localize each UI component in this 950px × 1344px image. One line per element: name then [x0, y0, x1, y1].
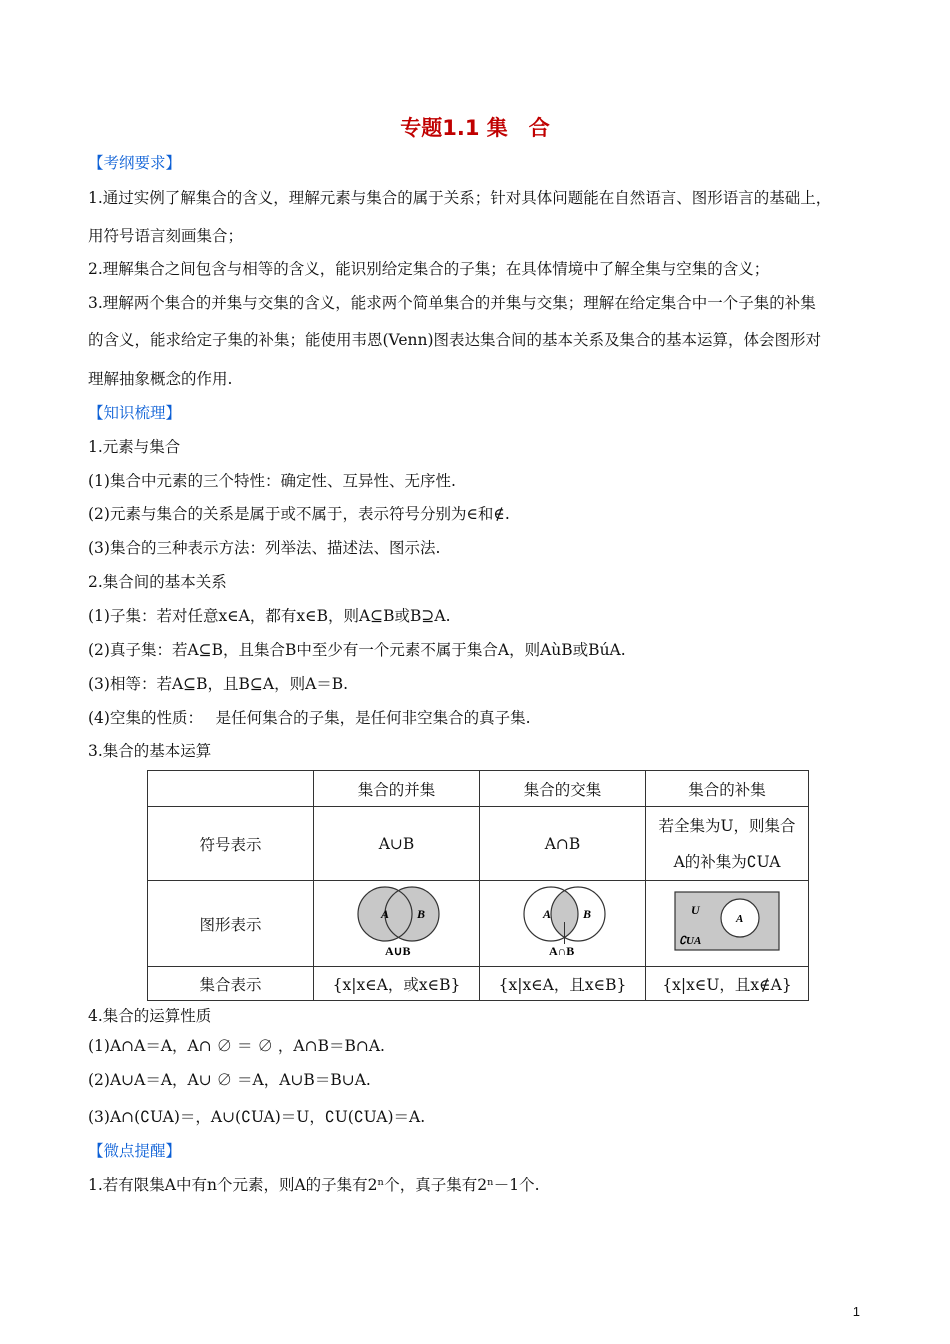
- knowledge-line-8: (3)相等：若A⊆B，且B⊆A，则A＝B.: [88, 675, 349, 693]
- venn-union-diagram: [337, 884, 457, 960]
- figure-complement-cell: [646, 881, 809, 967]
- complement-label-u: U: [691, 902, 700, 917]
- knowledge-line-5: 2.集合间的基本关系: [88, 573, 227, 591]
- exam-line-4: 3.理解两个集合的并集与交集的含义，能求两个简单集合的并集与交集；理解在给定集合中一个子集的补集: [88, 294, 816, 312]
- exam-line-3: 2.理解集合之间包含与相等的含义，能识别给定集合的子集；在具体情境中了解全集与空集的含义；: [88, 260, 770, 278]
- ops-line-4: (3)A∩(∁UA)＝，A∪(∁UA)＝U，∁U(∁UA)＝A.: [88, 1108, 426, 1126]
- section-exam-requirements: 【考纲要求】: [88, 154, 182, 172]
- knowledge-line-4: (3)集合的三种表示方法：列举法、描述法、图示法.: [88, 539, 441, 557]
- intersection-label-b: B: [582, 906, 591, 921]
- symbol-complement-line1: 若全集为U，则集合: [658, 816, 796, 835]
- exam-line-6: 理解抽象概念的作用.: [88, 370, 233, 388]
- ops-line-2: (1)A∩A＝A，A∩ ∅ ＝ ∅ ，A∩B＝B∩A.: [88, 1037, 385, 1055]
- set-intersection: {x|x∈A，且x∈B}: [480, 967, 646, 1001]
- table-header-union: 集合的并集: [314, 771, 480, 807]
- complement-label-a: A: [736, 912, 744, 925]
- knowledge-line-3: (2)元素与集合的关系是属于或不属于，表示符号分别为∈和∉.: [88, 505, 510, 523]
- symbol-union: A∪B: [314, 807, 480, 881]
- row-label-set: 集合表示: [148, 967, 314, 1001]
- set-operations-table: [147, 770, 809, 1001]
- table-row-figure: [148, 881, 809, 967]
- table-header-row: [148, 771, 809, 807]
- tip-line-1: 1.若有限集A中有n个元素，则A的子集有2ⁿ个，真子集有2ⁿ－1个.: [88, 1176, 540, 1194]
- symbol-intersection: A∩B: [480, 807, 646, 881]
- intersection-label-a: A: [542, 906, 551, 921]
- exam-line-2: 用符号语言刻画集合；: [88, 227, 244, 245]
- table-row-symbol: [148, 807, 809, 881]
- set-complement: {x|x∈U，且x∉A}: [646, 967, 809, 1001]
- symbol-complement-line2: A的补集为∁UA: [673, 852, 781, 871]
- ops-line-3: (2)A∪A＝A，A∪ ∅ ＝A，A∪B＝B∪A.: [88, 1071, 371, 1089]
- intersection-caption: A∩B: [548, 943, 574, 958]
- knowledge-line-9: (4)空集的性质： 是任何集合的子集，是任何非空集合的真子集.: [88, 709, 531, 727]
- table-header-complement: 集合的补集: [646, 771, 809, 807]
- venn-intersection-diagram: [503, 884, 623, 960]
- union-label-a: A: [380, 906, 389, 921]
- knowledge-line-10: 3.集合的基本运算: [88, 742, 212, 760]
- section-knowledge: 【知识梳理】: [88, 404, 182, 422]
- table-row-set: [148, 967, 809, 1001]
- figure-union-cell: [314, 881, 480, 967]
- figure-intersection-cell: [480, 881, 646, 967]
- ops-line-1: 4.集合的运算性质: [88, 1007, 212, 1025]
- table-header-intersection: 集合的交集: [480, 771, 646, 807]
- complement-caption: ∁UA: [679, 934, 702, 947]
- knowledge-line-6: (1)子集：若对任意x∈A，都有x∈B，则A⊆B或B⊇A.: [88, 607, 451, 625]
- knowledge-line-1: 1.元素与集合: [88, 438, 181, 456]
- union-label-b: B: [416, 906, 425, 921]
- venn-complement-diagram: [667, 884, 787, 960]
- table-header-corner: [148, 771, 314, 807]
- row-label-symbol: 符号表示: [148, 807, 314, 881]
- set-union: {x|x∈A，或x∈B}: [314, 967, 480, 1001]
- page-number: 1: [852, 1304, 860, 1319]
- exam-line-1: 1.通过实例了解集合的含义，理解元素与集合的属于关系；针对具体问题能在自然语言、图形语言的基础上，: [88, 189, 832, 207]
- row-label-figure: 图形表示: [148, 881, 314, 967]
- union-caption: A∪B: [384, 943, 410, 958]
- page-title: 专题1.1 集 合: [400, 116, 550, 140]
- exam-line-5: 的含义，能求给定子集的补集；能使用韦恩(Venn)图表达集合间的基本关系及集合的基本运算，体会图形对: [88, 331, 822, 349]
- section-tips: 【微点提醒】: [88, 1142, 182, 1160]
- knowledge-line-7: (2)真子集：若A⊆B，且集合B中至少有一个元素不属于集合A，则AùB或BúA.: [88, 641, 626, 659]
- knowledge-line-2: (1)集合中元素的三个特性：确定性、互异性、无序性.: [88, 472, 456, 490]
- symbol-complement: [646, 807, 809, 881]
